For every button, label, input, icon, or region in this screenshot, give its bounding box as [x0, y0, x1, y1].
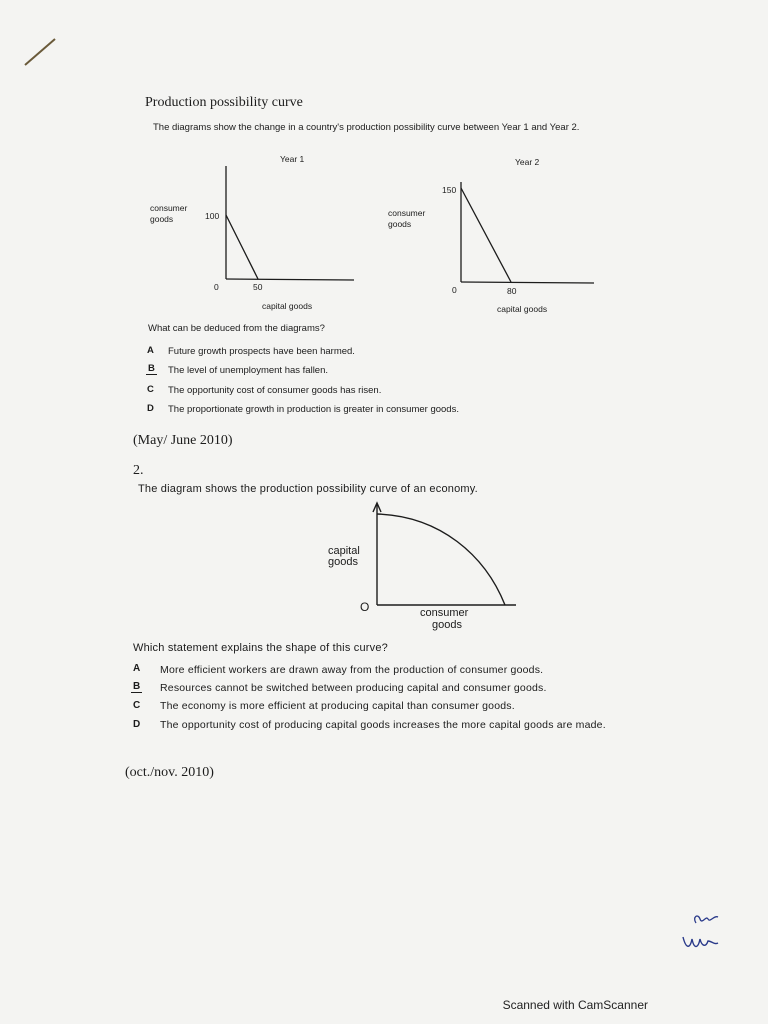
page-title: Production possibility curve — [145, 95, 303, 110]
year2-x-value: 80 — [507, 286, 517, 296]
year1-ppc-diagram — [220, 160, 360, 285]
year1-x-value: 50 — [253, 282, 263, 292]
handwritten-signature-icon — [678, 905, 728, 955]
q1-option-a-text: Future growth prospects have been harmed. — [168, 346, 355, 357]
year1-y-label-2: goods — [150, 214, 174, 224]
year2-ppc-line — [461, 188, 511, 282]
source-1: (May/ June 2010) — [133, 433, 233, 448]
q2-option-d-letter: D — [133, 719, 141, 730]
year2-ppc-diagram — [455, 178, 600, 288]
year1-y-value: 100 — [205, 211, 220, 221]
q1-option-b-text: The level of unemployment has fallen. — [168, 365, 329, 376]
year1-ppc-line — [226, 215, 258, 279]
year1-x-label: capital goods — [262, 301, 313, 311]
year2-origin: 0 — [452, 285, 457, 295]
q2-y-label-2: goods — [328, 556, 358, 568]
question-2-intro: The diagram shows the production possibility curve of an economy. — [138, 483, 478, 495]
q2-option-a-text: More efficient workers are drawn away from the production of consumer goods. — [160, 664, 544, 676]
year2-y-value: 150 — [442, 185, 457, 195]
year1-origin: 0 — [214, 282, 219, 292]
year2-x-label: capital goods — [497, 304, 548, 314]
year1-label: Year 1 — [280, 154, 305, 164]
year2-y-label-2: goods — [388, 219, 412, 229]
q2-option-c-letter: C — [133, 700, 141, 711]
source-2: (oct./nov. 2010) — [125, 765, 214, 780]
q1-option-c-letter: C — [147, 384, 154, 395]
question-2: Which statement explains the shape of this curve? — [133, 642, 388, 654]
q1-option-d-letter: D — [147, 403, 154, 414]
pen-mark-icon — [20, 35, 60, 70]
q2-option-c-text: The economy is more efficient at producing capital than consumer goods. — [160, 700, 515, 712]
q2-option-a-letter: A — [133, 663, 141, 674]
q2-y-label-1: capital — [328, 545, 360, 557]
year2-x-axis — [461, 282, 594, 283]
q2-ppc-diagram — [370, 500, 520, 612]
q2-x-label-1: consumer — [420, 607, 469, 619]
question-2-number: 2. — [133, 463, 144, 478]
q2-option-b-text: Resources cannot be switched between producing capital and consumer goods. — [160, 682, 547, 694]
q2-option-d-text: The opportunity cost of producing capital goods increases the more capital goods are made. — [160, 719, 606, 731]
q1-option-a-letter: A — [147, 345, 154, 356]
q2-origin: O — [360, 600, 370, 614]
year1-x-axis — [226, 279, 354, 280]
footer-watermark: Scanned with CamScanner — [502, 998, 648, 1012]
q1-option-b-letter: B — [148, 363, 155, 374]
year1-y-label-1: consumer — [150, 203, 188, 213]
q2-option-b-letter: B — [133, 681, 141, 692]
q2-ppc-curve — [377, 514, 505, 605]
year2-label: Year 2 — [515, 157, 540, 167]
q1-option-c-text: The opportunity cost of consumer goods has risen. — [168, 385, 382, 396]
year2-y-label-1: consumer — [388, 208, 426, 218]
question-1: What can be deduced from the diagrams? — [148, 323, 325, 334]
intro-text: The diagrams show the change in a country's production possibility curve between Year 1 and Year 2. — [153, 122, 580, 133]
q1-option-d-text: The proportionate growth in production is greater in consumer goods. — [168, 404, 459, 415]
q2-x-label-2: goods — [432, 619, 462, 631]
